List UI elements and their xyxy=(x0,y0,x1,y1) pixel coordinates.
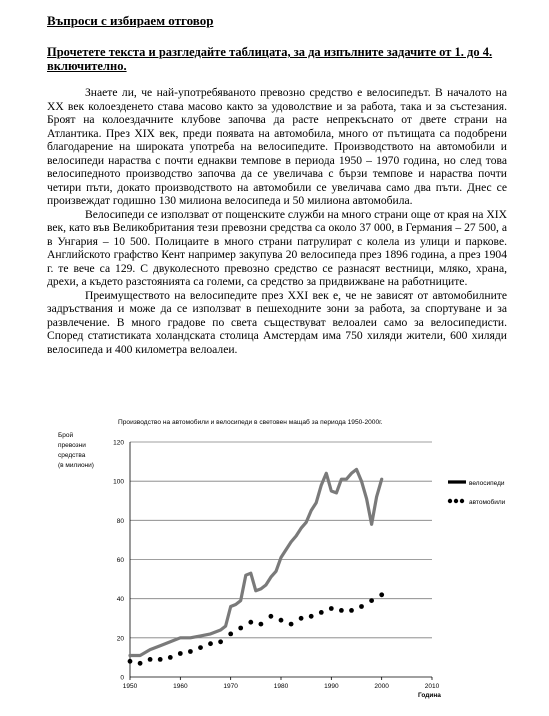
paragraph: Преимуществото на велосипедите през XXI век е, че не зависят от автомобилните задръствания и може да се използват в пешеходните зони за работа, за спортуване и за развлечение. В много градове по света съществуват велоалеи само за велосипедисти. Според статистиката холандската столица Амстердам има 750 хиляди жители, 600 хиляди велосипеда и 400 километра велоалеи. xyxy=(47,288,507,356)
x-tick-label: 2010 xyxy=(424,683,440,690)
data-point-cars xyxy=(379,592,384,597)
data-point-cars xyxy=(218,639,223,644)
y-axis-label: Брой xyxy=(58,432,74,439)
data-point-cars xyxy=(299,616,304,621)
y-axis-label: средства xyxy=(58,452,86,459)
data-point-cars xyxy=(359,604,364,609)
x-tick-label: 1970 xyxy=(223,683,238,690)
y-tick-label: 120 xyxy=(113,439,124,447)
chart-title: Производство на автомобили и велосипеди в световен мащаб за периода 1950-2000г. xyxy=(118,419,383,426)
data-point-cars xyxy=(178,651,183,656)
data-point-cars xyxy=(138,661,143,666)
paragraph: Знаете ли, че най-употребяваното превозно средство е велосипедът. В началото на XX век колоезденето става масово както за удоволствие и за работа, така и за състезания. Броят на колоездачните клубове започва да расте непрекъснато от двете страни на Атлантика. През XIX век, преди появата на автомобила, много от пътищата са подобрени благодарение на широката употреба на велосипедите. Производството на автомобили и велосипеди нараства с почти еднакви темпове в периода 1950 – 1970 година, но след това велосипедното производство започва да се увеличава с бързи темпове и нараства почти четири пъти, докато производството на автомобили се увеличава само два пъти. Днес се произвеждат годишно 130 милиона велосипеда и 50 милиона автомобила. xyxy=(47,86,507,207)
x-tick-label: 1990 xyxy=(324,683,339,690)
y-tick-label: 40 xyxy=(116,596,124,604)
x-tick-label: 1950 xyxy=(122,683,138,690)
data-point-cars xyxy=(349,608,354,613)
y-tick-label: 20 xyxy=(116,635,124,643)
y-axis-label: (в милиони) xyxy=(58,462,94,469)
legend-swatch-cars xyxy=(460,499,464,503)
data-point-cars xyxy=(158,657,163,662)
data-point-cars xyxy=(259,622,264,627)
x-axis-label: Година xyxy=(418,692,441,699)
x-tick-label: 2000 xyxy=(374,683,389,690)
y-tick-label: 100 xyxy=(113,478,124,486)
data-point-cars xyxy=(238,626,243,631)
section-heading: Въпроси с избираем отговор xyxy=(47,13,214,28)
data-point-cars xyxy=(128,659,133,664)
paragraph: Велосипеди се използват от пощенските служби на много страни още от края на XIX век, като във Великобритания тези превозни средства са около 37 000, в Германия – 27 500, а в Унгария – 10 500. Полицаите в много страни патрулират с колела из улици и паркове. Английското графство Кент например закупува 20 велосипеда през 1896 година, а през 1904 г. те вече са 129. С двуколесното превозно средство се разнасят вестници, мляко, храна, дрехи, а където разстоянията са големи, са средство за придвижване на работниците. xyxy=(47,207,507,288)
x-tick-label: 1960 xyxy=(173,683,188,690)
data-point-cars xyxy=(339,608,344,613)
series-line-bicycles xyxy=(130,469,382,655)
legend-swatch-cars xyxy=(454,499,458,503)
legend-swatch-cars xyxy=(448,499,452,503)
y-tick-label: 80 xyxy=(116,517,124,525)
data-point-cars xyxy=(248,620,253,625)
legend-label-cars: автомобили xyxy=(469,499,506,506)
data-point-cars xyxy=(319,610,324,615)
data-point-cars xyxy=(188,649,193,654)
data-point-cars xyxy=(279,618,284,623)
data-point-cars xyxy=(168,655,173,660)
y-tick-label: 60 xyxy=(116,557,124,564)
y-axis-label: превозни xyxy=(58,442,86,449)
data-point-cars xyxy=(289,622,294,627)
data-point-cars xyxy=(269,614,274,619)
reading-text xyxy=(47,86,507,356)
data-point-cars xyxy=(228,632,233,637)
data-point-cars xyxy=(329,606,334,611)
data-point-cars xyxy=(148,657,153,662)
data-point-cars xyxy=(198,645,203,650)
y-tick-label: 0 xyxy=(120,674,124,682)
data-point-cars xyxy=(208,641,213,646)
data-point-cars xyxy=(309,614,314,619)
legend-label-bicycles: велосипеди xyxy=(469,480,505,487)
production-line-chart xyxy=(0,400,549,716)
task-instruction: Прочетете текста и разгледайте таблицата, за да изпълните задачите от 1. до 4. включително. xyxy=(47,45,493,73)
data-point-cars xyxy=(369,598,374,603)
x-tick-label: 1980 xyxy=(273,683,289,690)
